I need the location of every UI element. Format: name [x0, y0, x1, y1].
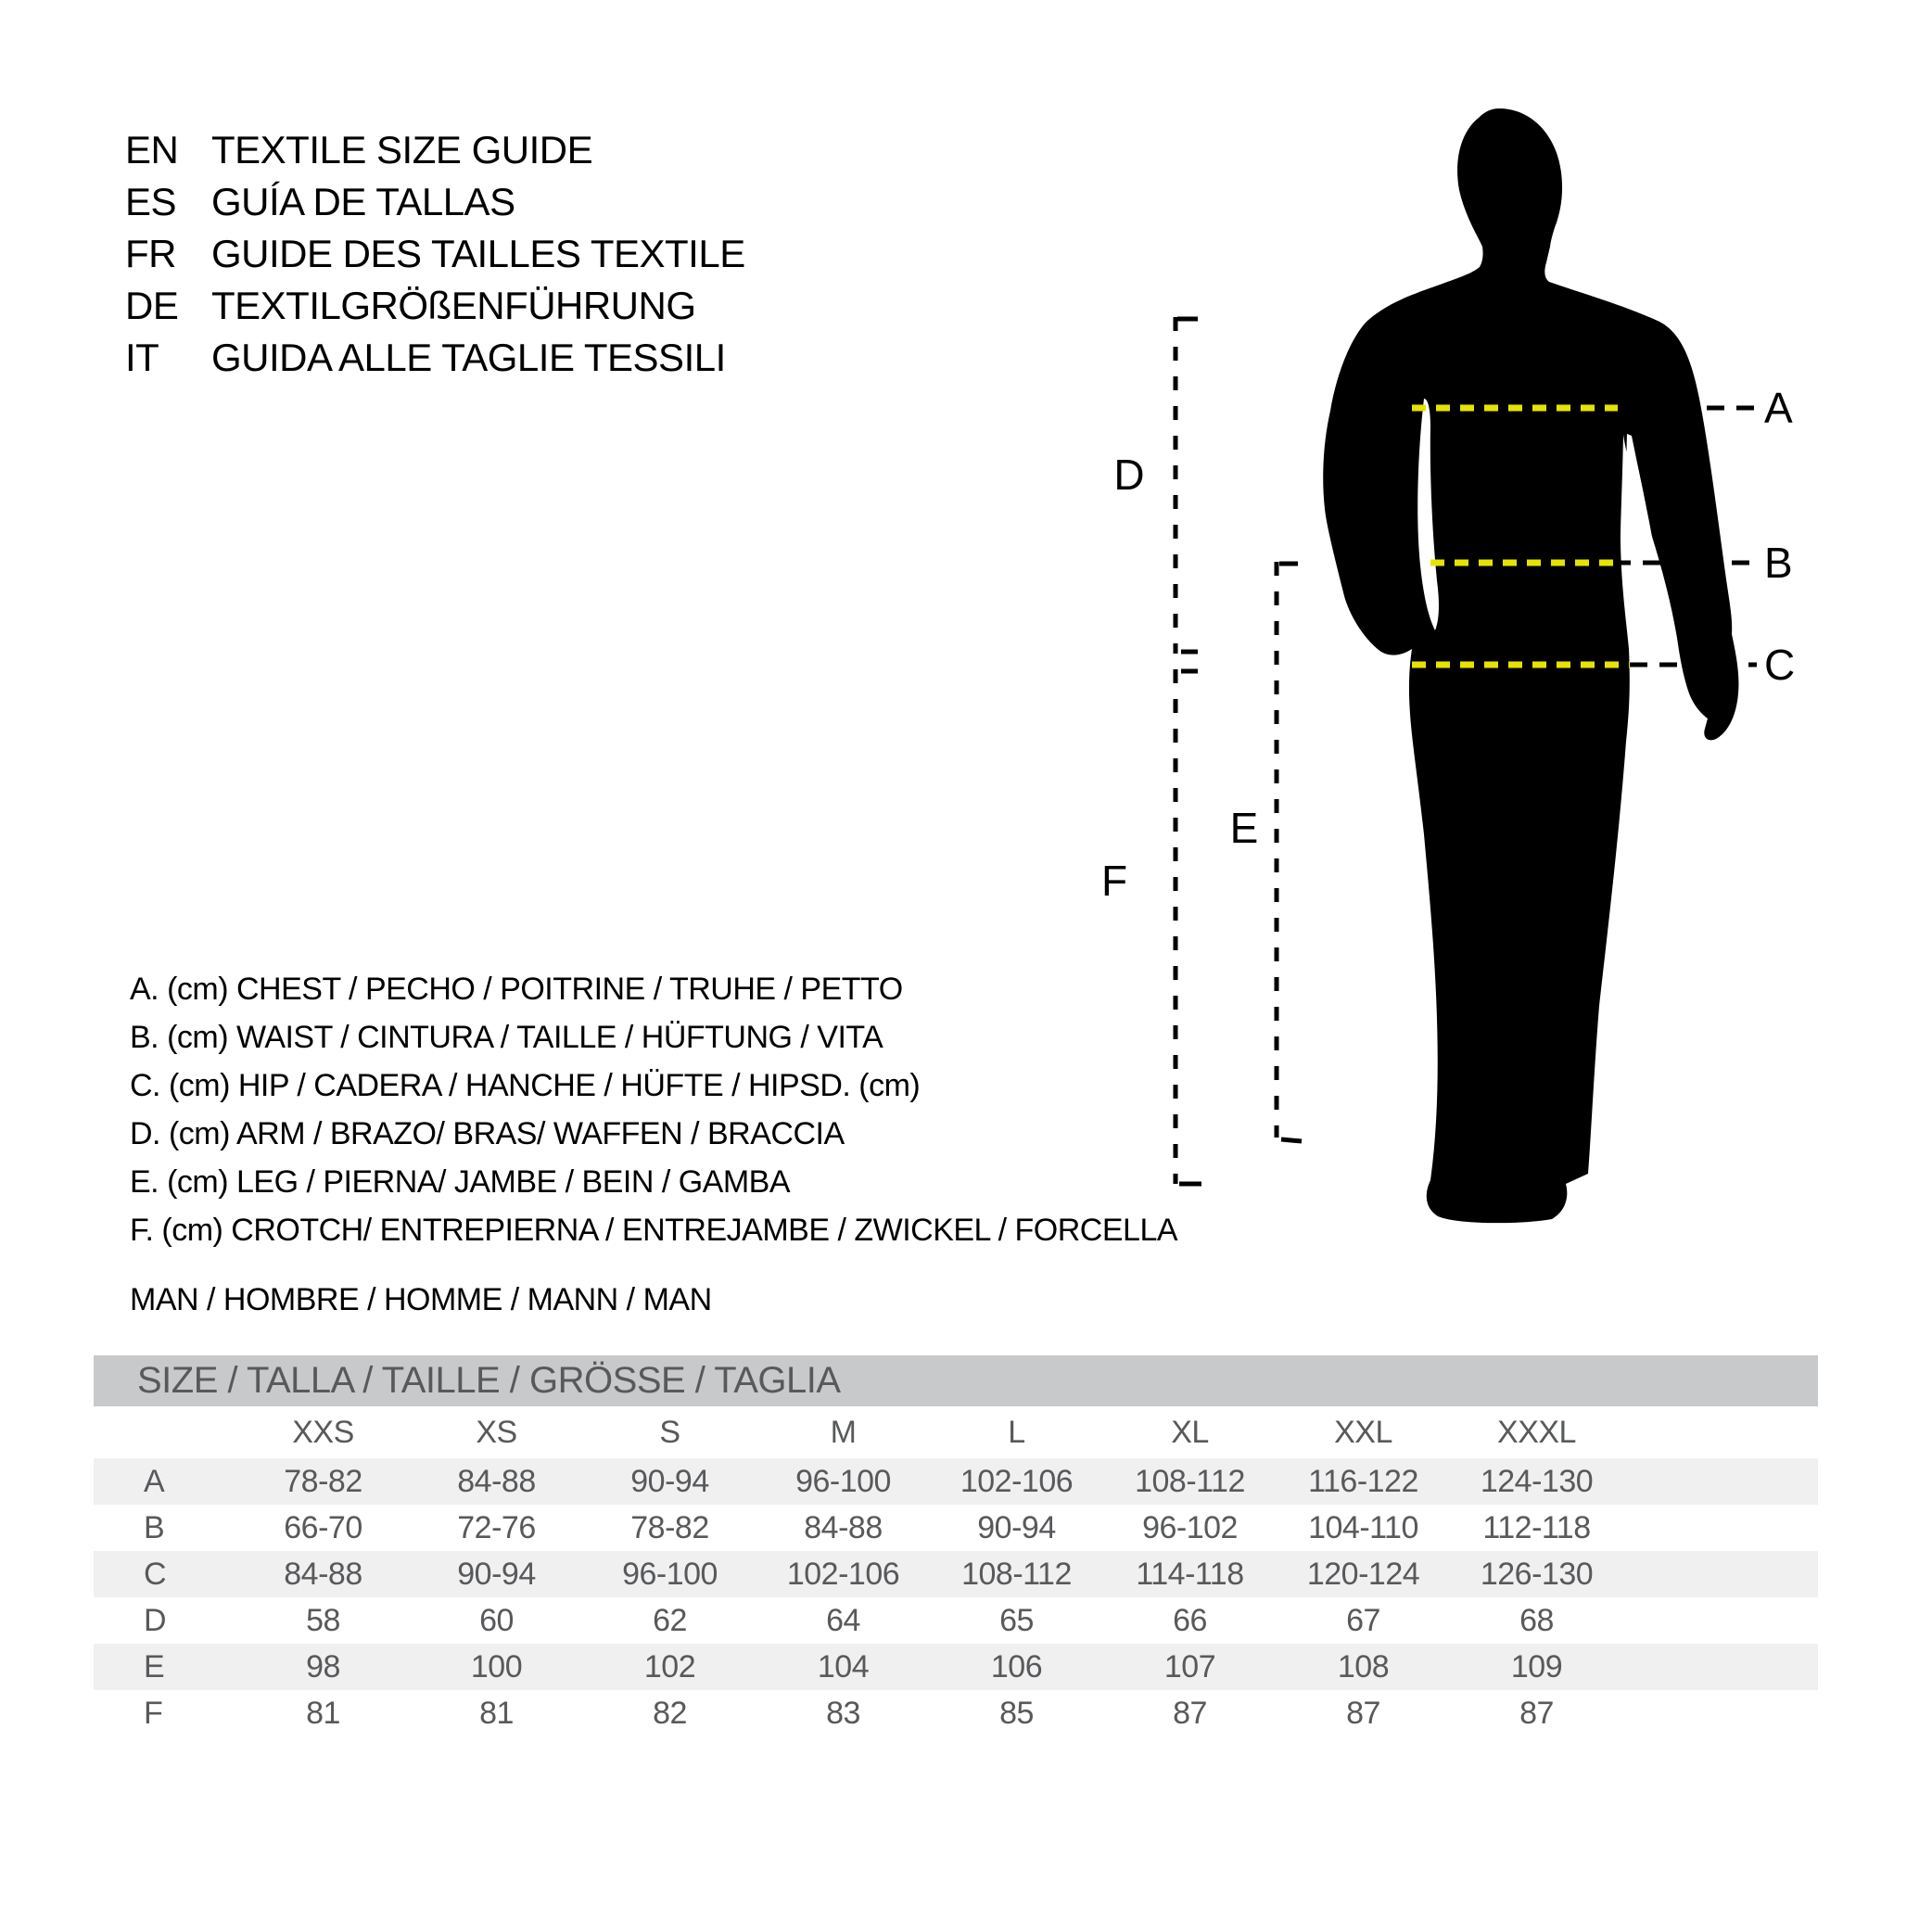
table-cell: 104-110 — [1308, 1509, 1418, 1545]
size-column-header: S — [659, 1414, 680, 1450]
table-cell: 66 — [1173, 1602, 1207, 1638]
table-cell: 112-118 — [1482, 1509, 1591, 1545]
table-cell: 90-94 — [457, 1556, 536, 1592]
table-cell: 107 — [1163, 1648, 1216, 1684]
language-code: EN — [125, 128, 179, 172]
language-title: GUIDE DES TAILLES TEXTILE — [211, 232, 745, 275]
table-row — [94, 1458, 1818, 1505]
size-table — [94, 1355, 1818, 1736]
table-cell: 84-88 — [804, 1509, 883, 1545]
table-cell: 102-106 — [786, 1556, 900, 1592]
table-cell: 66-70 — [284, 1509, 362, 1545]
table-cell: 100 — [470, 1648, 523, 1684]
table-cell: 96-100 — [795, 1463, 891, 1499]
table-cell: 87 — [1519, 1695, 1554, 1731]
table-cell: 96-102 — [1142, 1509, 1238, 1545]
measure-label-f: F — [1100, 857, 1128, 905]
table-cell: 78-82 — [630, 1509, 709, 1545]
size-column-header: XL — [1171, 1414, 1209, 1450]
leg-measure-tick-bottom — [1281, 1139, 1302, 1141]
language-code: ES — [125, 180, 177, 223]
table-cell: 62 — [653, 1602, 687, 1638]
table-row — [94, 1505, 1818, 1551]
measure-label-e: E — [1229, 804, 1259, 852]
table-cell: 120-124 — [1306, 1556, 1420, 1592]
legend-item-hip: C. (cm) HIP / CADERA / HANCHE / HÜFTE / HIPSD. (cm) — [130, 1068, 921, 1103]
table-cell: 65 — [999, 1602, 1034, 1638]
language-title: TEXTILE SIZE GUIDE — [211, 128, 593, 172]
table-cell: 106 — [990, 1648, 1043, 1684]
table-cell: 108-112 — [961, 1556, 1072, 1592]
category-line: MAN / HOMBRE / HOMME / MANN / MAN — [130, 1282, 712, 1317]
legend-item-leg: E. (cm) LEG / PIERNA/ JAMBE / BEIN / GAMBA — [130, 1164, 791, 1200]
row-label: C — [144, 1556, 167, 1592]
table-cell: 98 — [306, 1648, 340, 1684]
table-row — [94, 1644, 1818, 1690]
measure-label-d: D — [1113, 451, 1145, 499]
language-title: GUIDA ALLE TAGLIE TESSILI — [211, 336, 726, 379]
table-cell: 124-130 — [1480, 1463, 1594, 1499]
row-label: A — [144, 1463, 165, 1499]
table-cell: 87 — [1346, 1695, 1380, 1731]
measure-label-a: A — [1764, 384, 1793, 432]
language-code: DE — [125, 284, 179, 327]
row-label: E — [144, 1648, 165, 1684]
size-column-header: L — [1008, 1414, 1025, 1450]
size-table-header-band — [94, 1355, 1818, 1406]
size-column-header: XXL — [1334, 1414, 1392, 1450]
table-cell: 102-106 — [960, 1463, 1074, 1499]
table-cell: 83 — [826, 1695, 860, 1731]
table-cell: 68 — [1519, 1602, 1554, 1638]
table-cell: 90-94 — [977, 1509, 1056, 1545]
legend-item-crotch: F. (cm) CROTCH/ ENTREPIERNA / ENTREJAMBE / ZWICKEL / FORCELLA — [130, 1213, 1178, 1248]
table-row — [94, 1597, 1818, 1644]
table-row — [94, 1551, 1818, 1597]
table-cell: 108 — [1337, 1648, 1390, 1684]
table-cell: 90-94 — [630, 1463, 709, 1499]
table-cell: 67 — [1346, 1602, 1380, 1638]
table-cell: 60 — [479, 1602, 514, 1638]
legend-item-waist: B. (cm) WAIST / CINTURA / TAILLE / HÜFTUNG / VITA — [130, 1020, 883, 1055]
language-code: IT — [125, 336, 159, 379]
table-cell: 81 — [306, 1695, 340, 1731]
size-column-header: XS — [476, 1414, 517, 1450]
measure-label-b: B — [1764, 539, 1793, 587]
measure-label-c: C — [1764, 641, 1796, 689]
language-title: GUÍA DE TALLAS — [211, 180, 515, 223]
table-cell: 85 — [999, 1695, 1034, 1731]
table-cell: 104 — [817, 1648, 870, 1684]
legend-item-chest: A. (cm) CHEST / PECHO / POITRINE / TRUHE / PETTO — [130, 972, 903, 1007]
table-cell: 64 — [826, 1602, 860, 1638]
table-cell: 84-88 — [457, 1463, 536, 1499]
table-cell: 114-118 — [1136, 1556, 1244, 1592]
table-cell: 84-88 — [284, 1556, 362, 1592]
table-cell: 126-130 — [1480, 1556, 1594, 1592]
size-column-header: XXXL — [1497, 1414, 1576, 1450]
legend-item-arm: D. (cm) ARM / BRAZO/ BRAS/ WAFFEN / BRACCIA — [130, 1116, 845, 1151]
size-column-header: XXS — [292, 1414, 354, 1450]
table-row — [94, 1690, 1818, 1736]
table-cell: 72-76 — [457, 1509, 536, 1545]
table-cell: 96-100 — [622, 1556, 718, 1592]
table-cell: 78-82 — [284, 1463, 362, 1499]
table-cell: 58 — [306, 1602, 340, 1638]
table-cell: 82 — [653, 1695, 687, 1731]
size-table-title: SIZE / TALLA / TAILLE / GRÖSSE / TAGLIA — [137, 1360, 841, 1401]
language-title: TEXTILGRÖßENFÜHRUNG — [211, 284, 696, 327]
measurement-legend — [130, 965, 1177, 1254]
size-column-header: M — [830, 1414, 857, 1450]
row-label: F — [144, 1695, 163, 1731]
size-header-row — [94, 1406, 1818, 1458]
table-cell: 116-122 — [1308, 1463, 1418, 1499]
table-cell: 102 — [643, 1648, 696, 1684]
table-cell: 109 — [1510, 1648, 1563, 1684]
table-cell: 81 — [479, 1695, 514, 1731]
row-label: D — [144, 1602, 167, 1638]
table-cell: 87 — [1173, 1695, 1207, 1731]
language-code: FR — [125, 232, 176, 275]
row-label: B — [144, 1509, 165, 1545]
table-cell: 108-112 — [1135, 1463, 1245, 1499]
